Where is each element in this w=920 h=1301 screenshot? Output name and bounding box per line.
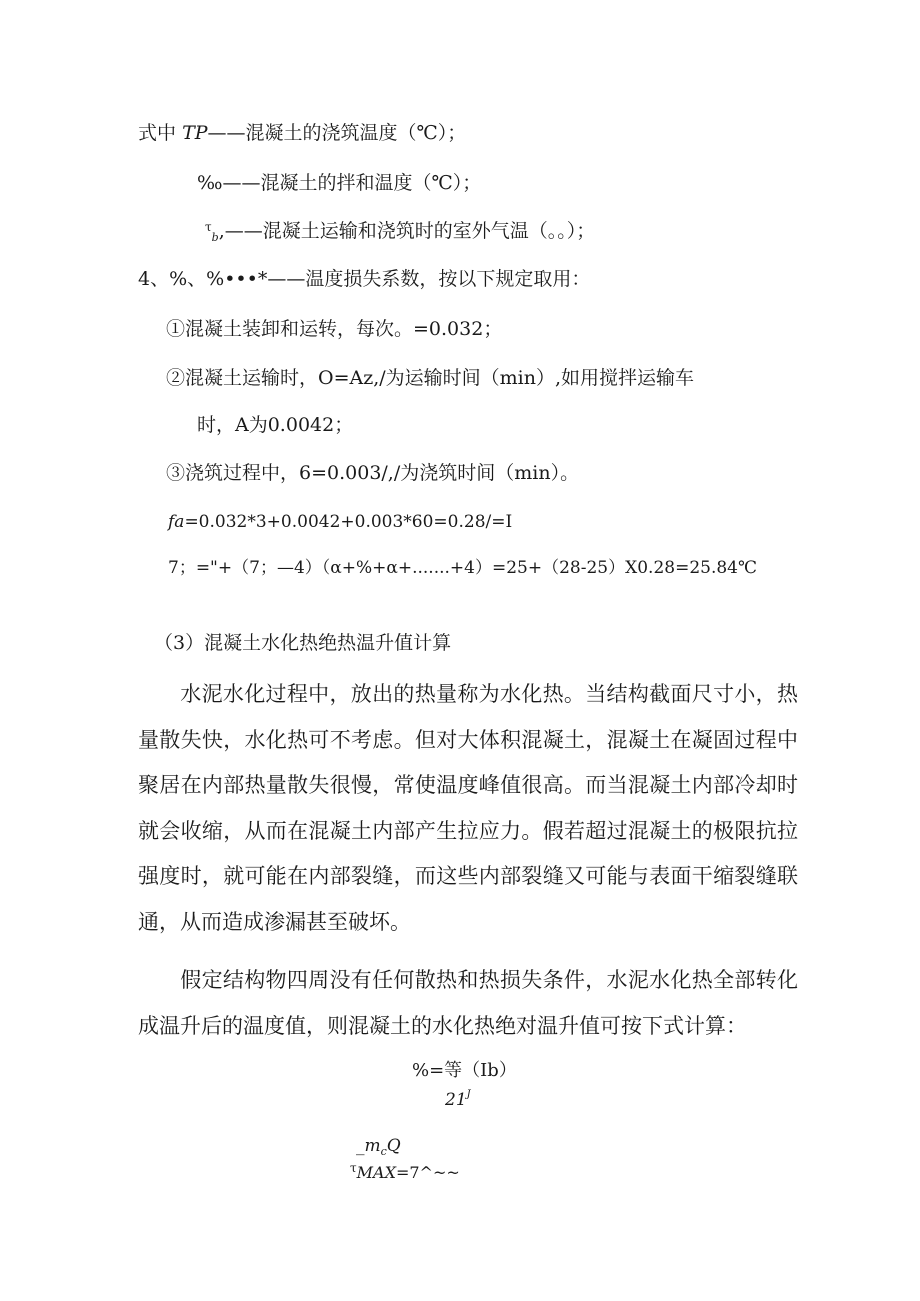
legend-t0-desc: ——混凝土的拌和温度（℃）；	[222, 172, 482, 194]
legend-tp-line	[138, 124, 466, 143]
paragraph-1-text: 水泥水化过程中，放出的热量称为水化热。当结构截面尺寸小，热量散失快，水化热可不考虑。但对大体积混凝土，混凝土在凝固过程中聚居在内部热量散失很慢，常使温度峰值很高。而当混凝土内部冷却时就会收缩，从而在混凝土内部产生拉应力。假若超过混凝土的极限抗拉强度时，就可能在内部裂缝，而这些内部裂缝又可能与表面干缩裂缝联通，从而造成渗漏甚至破坏。	[138, 682, 798, 934]
coefficient-item-2: ②混凝土运输时，O=Az,/为运输时间（min）,如用搅拌运输车	[166, 367, 695, 389]
equation-2-main: 21	[445, 1090, 467, 1110]
paragraph-2-text: 假定结构物四周没有任何散热和热损失条件，水泥水化热全部转化成温升后的温度值，则混凝土的水化热绝对温升值可按下式计算：	[138, 968, 798, 1038]
section-title: （3）混凝土水化热绝热温升值计算	[154, 632, 452, 654]
equation-4-tau: τ	[350, 1161, 357, 1175]
equation-line-4	[350, 1161, 460, 1182]
coefficient-item-3: ③浇筑过程中，6=0.003/,/为浇筑时间（min）。	[166, 462, 580, 484]
legend-tb-tau: τ	[205, 220, 212, 234]
calc-line-2: 7；="+（7；—4）（α+%+α+.......+4）=25+（28-25）X0.28=25.84℃	[168, 558, 757, 578]
equation-line-1: %=等（Ib）	[412, 1060, 517, 1081]
equation-3-main: _m	[356, 1136, 381, 1156]
legend-tp-prefix: 式中	[138, 122, 177, 144]
coefficient-item-2-cont: 时，A为0.0042；	[197, 414, 354, 436]
equation-4-tail: =7^~~	[395, 1163, 460, 1182]
calc-1-symbol: fa	[168, 512, 185, 532]
legend-tp-desc: ——混凝土的浇筑温度（℃）；	[207, 122, 467, 144]
legend-t0-symbol: ‰	[197, 172, 223, 194]
coefficients-heading: 4、%、%•••*——温度损失系数，按以下规定取用：	[138, 268, 591, 290]
equation-line-2	[445, 1089, 471, 1110]
calc-1-expr: =0.032*3+0.0042+0.003*60=0.28/=I	[184, 512, 513, 532]
equation-line-3	[356, 1136, 401, 1158]
calc-line-1	[168, 514, 512, 531]
section-paragraph-2	[138, 958, 798, 1052]
legend-tb-desc: ,——混凝土运输和浇筑时的室外气温（。。）；	[218, 220, 596, 242]
section-paragraph-1	[138, 672, 798, 948]
equation-3-tail: Q	[386, 1136, 401, 1156]
legend-tb-line	[205, 220, 596, 244]
equation-2-sup: J	[466, 1089, 471, 1100]
legend-t0-line	[197, 174, 481, 193]
equation-3-sub: c	[380, 1145, 387, 1158]
coefficient-item-1: ①混凝土装卸和运转，每次。=0.032；	[166, 318, 503, 340]
legend-tb-sub: b	[211, 231, 219, 244]
equation-4-main: MAX	[356, 1163, 396, 1182]
legend-tp-symbol: TP	[182, 122, 208, 144]
